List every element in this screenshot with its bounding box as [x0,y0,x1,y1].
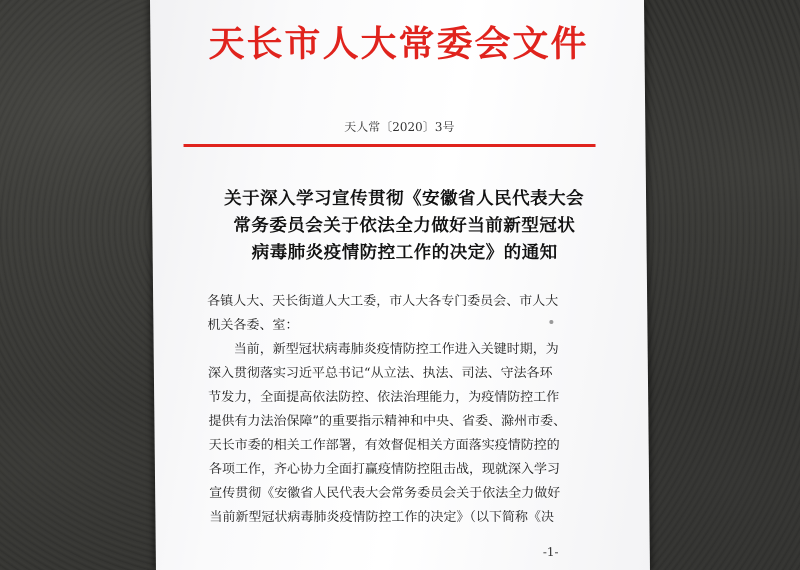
notice-title-line: 关于深入学习宣传贯彻《安徽省人民代表大会 [223,189,585,209]
salutation-line: 各镇人大、天长街道人大工委，市人大各专门委员会、市人大 [207,294,559,309]
notice-title-line: 病毒肺炎疫情防控工作的决定》的通知 [251,243,558,263]
paragraph-line: 节发力，全面提高依法防控、依法治理能力，为疫情防控工作 [208,390,560,405]
paper-speck [549,320,553,324]
document-page [150,0,650,570]
notice-body [207,290,610,530]
document-number: 天人常〔2020〕3号 [344,120,455,134]
salutation-line: 机关各委、室： [207,318,299,333]
paragraph-line: 提供有力法治保障”的重要指示精神和中央、省委、滁州市委、 [208,414,567,429]
paragraph-line: 各项工作，齐心协力全面打赢疫情防控阻击战，现就深入学习 [208,462,561,477]
paragraph-line: 当前，新型冠状病毒肺炎疫情防控工作进入关键时期，为 [233,342,559,357]
page-number: -1- [542,545,559,559]
paragraph-line: 宣传贯彻《安徽省人民代表大会常务委员会关于依法全力做好 [209,486,561,501]
paragraph-line: 天长市委的相关工作部署，有效督促相关方面落实疫情防控的 [208,438,560,453]
red-divider-line [184,144,596,147]
document-header-title: 天长市人大常委会文件 [208,24,589,65]
paragraph-line: 深入贯彻落实习近平总书记“从立法、执法、司法、守法各环 [207,366,553,381]
paragraph-line: 当前新型冠状病毒肺炎疫情防控工作的决定》（以下简称《决 [209,510,555,525]
notice-title-line: 常务委员会关于依法全力做好当前新型冠状 [233,216,576,236]
notice-title [218,186,591,267]
